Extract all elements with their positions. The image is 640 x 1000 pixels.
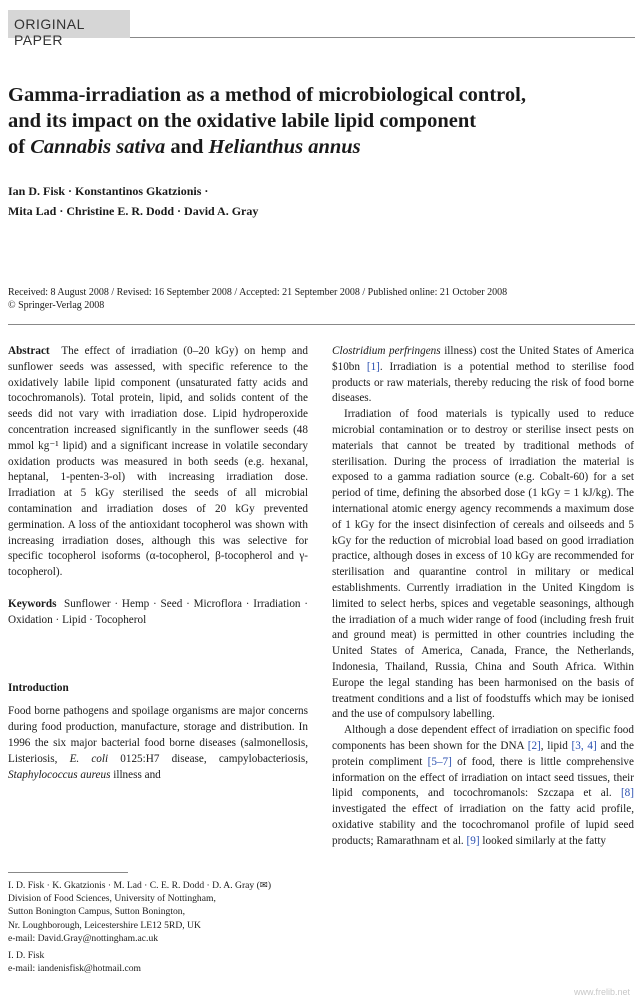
intro-text: 0125:H7 disease, campylobacteriosis, [108, 752, 308, 765]
body-text: of food, there is little comprehensive information on the effect of irradiation on intact seed tissues, their lipid components, and tocochromanols: Szczapa et al. [332, 755, 634, 800]
intro-species: Staphylococcus aureus [8, 768, 111, 781]
intro-species: E. coli [69, 752, 109, 765]
author-affiliation [8, 879, 308, 975]
intro-text: illness and [110, 768, 161, 781]
author-list [8, 181, 608, 221]
title-line-3 [8, 134, 608, 160]
affiliation-division: Division of Food Sciences, University of Nottingham, [8, 893, 216, 905]
copyright-line: © Springer-Verlag 2008 [8, 300, 105, 311]
citation-link[interactable]: [9] [466, 834, 480, 847]
affiliation-email[interactable]: e-mail: David.Gray@nottingham.ac.uk [8, 932, 159, 944]
article-type-banner [8, 10, 130, 48]
body-text: looked similarly at the fatty [479, 834, 607, 847]
affiliation-author-2: I. D. Fisk [8, 950, 45, 962]
keywords-label: Keywords [8, 597, 57, 610]
body-text: investigated the effect of irradiation on the fatty acid profile, oxidative stability and the tocochromanol profile of lupid seed products; Ramarathnam et al. [332, 803, 634, 847]
title-text: and [165, 136, 209, 158]
body-text: , lipid [540, 739, 572, 752]
body-paragraph-3 [332, 723, 634, 849]
body-species: Clostridium perfringens [332, 345, 441, 357]
watermark: www.frelib.net [573, 987, 630, 997]
affiliation-email-2[interactable]: e-mail: iandenisfisk@hotmail.com [8, 963, 141, 975]
citation-link[interactable]: [8] [620, 787, 634, 800]
title-line-1: Gamma-irradiation as a method of microbiological control, [8, 84, 526, 106]
keywords [8, 597, 308, 629]
citation-link[interactable]: [5–7] [427, 755, 452, 768]
right-column [332, 344, 634, 850]
left-column [8, 344, 308, 783]
citation-link[interactable]: [2] [527, 739, 541, 752]
intro-text: Food borne pathogens and spoilage organisms are major concerns during food production, manufacture, storage and distribution. In 1996 the six major bacterial food borne diseases (salmonellosis, Listeriosis, [8, 705, 308, 765]
abstract-label: Abstract [8, 345, 50, 357]
article-type-label: ORIGINAL PAPER [14, 16, 85, 48]
title-species-2: Helianthus annus [208, 136, 361, 158]
paper-title [8, 82, 608, 160]
title-line-2: and its impact on the oxidative labile lipid component [8, 110, 477, 132]
affiliation-authors: I. D. Fisk · K. Gkatzionis · M. Lad · C. E. R. Dodd · D. A. Gray (✉) [8, 880, 272, 891]
publication-history [8, 286, 618, 312]
affiliation-address: Nr. Loughborough, Leicestershire LE12 5RD, UK [8, 919, 201, 931]
citation-link[interactable]: [1] [366, 360, 380, 373]
body-text: Although a dose dependent effect of irradiation on specific food components has been shown for the DNA [332, 724, 634, 752]
citation-link[interactable]: [3, 4] [571, 739, 597, 752]
body-text: and the protein compliment [332, 739, 634, 768]
body-text: . Irradiation is a potential method to sterilise food products or raw materials, thereby reducing the risk of food borne diseases. [332, 360, 634, 405]
intro-paragraph [8, 704, 308, 783]
body-paragraph-1 [332, 344, 634, 407]
body-text: illness) cost the United States of America $10bn [332, 345, 634, 373]
affiliation-campus: Sutton Bonington Campus, Sutton Bonington, [8, 906, 185, 918]
header-rule [130, 37, 635, 38]
authors-line-1: Ian D. Fisk · Konstantinos Gkatzionis · [8, 184, 209, 198]
section-rule [8, 324, 635, 325]
abstract [8, 344, 308, 581]
dates-line: Received: 8 August 2008 / Revised: 16 September 2008 / Accepted: 21 September 2008 / Published online: 21 October 2008 [8, 287, 508, 298]
title-text: of [8, 136, 31, 158]
abstract-text: The effect of irradiation (0–20 kGy) on hemp and sunflower seeds was assessed, with specific reference to the oxidatively labile lipid component (unsaturated fatty acids and tocochromanols). Total protein, lipid, and solids content of the seeds did not vary with irradiation dose. Lipid hydroperoxide concentration increased significantly in the sunflower seeds (48 mmol kg⁻¹ lipid) and a significant increase in volatile secondary oxidation products was measured in both seeds (e.g. hexanal, heptanal, 1-penten-3-ol) with increasing irradiation dose. Irradiation at 5 kGy sterilised the seeds of all microbial contamination and irradiation doses of 20 kGy prevented germination. A loss of the antioxidant tocopherol was shown with increasing irradiation doses, although this was selective for specific tocopherol isoforms (α-tocopherol, β-tocopherol and γ-tocopherol). [8, 345, 308, 579]
authors-line-2: Mita Lad · Christine E. R. Dodd · David A. Gray [8, 204, 259, 218]
keywords-text: Sunflower · Hemp · Seed · Microflora · Irradiation · Oxidation · Lipid · Tocopherol [8, 597, 309, 626]
body-paragraph-2: Irradiation of food materials is typically used to reduce microbial contamination or to destroy or sterilise insect pests on materials that cannot be treated by traditional methods of sterilisation. During the process of irradiation the material is exposed to a gamma radiation source (e.g. Cobalt-60) for a set period of time, defining the absorbed dose (1 kGy = 1 kJ/kg). The international atomic energy agency recommends a maximum dose of 1 kGy for the insect disinfection of cereals and oilseeds and 5 kGy for the reduction of microbial load based on good irradiation practice, although doses in excess of 10 kGy are recommended for sterilisation and quarantine control in military or medical establishments. Currently irradiation in the United Kingdom is limited to select herbs, spices and vegetable seasonings, although the irradiation of a much wider range of food (including fresh fruit and ground meat) is permitted in other countries including the United States of America, Canada, France, the Netherlands, Indonesia, Thailand, Russia, China and South Africa. Within Europe the legal standing has been harmonised on the basis of treatment conditions and a list of foodstuffs which may be ionised and the use of compulsory labelling. [332, 408, 634, 721]
title-species-1: Cannabis sativa [30, 136, 166, 158]
footnote-rule [8, 872, 128, 873]
section-heading-introduction: Introduction [8, 681, 69, 694]
